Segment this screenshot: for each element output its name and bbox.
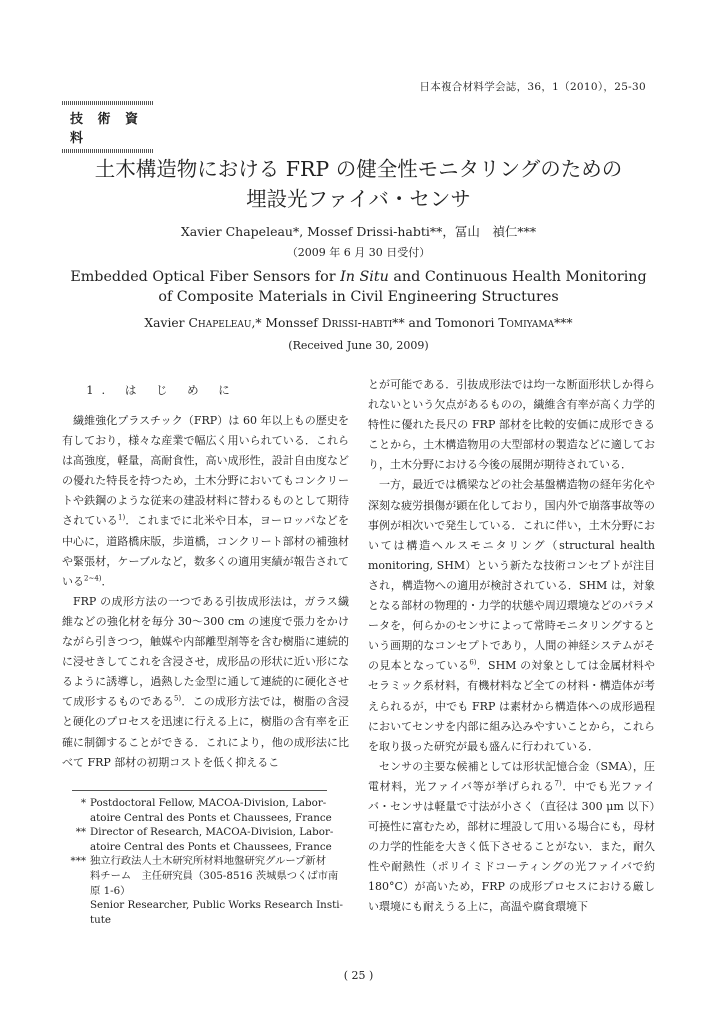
footnote — [62, 825, 349, 854]
paragraph-text: FRP の成形方法の一つである引抜成形法は，ガラス繊維などの強化材を毎分 30～300 cm の速度で張力をかけながら引きつつ，触媒や内部離型剤等を含む樹脂に連続的に浸せきしてこれを含浸させ，成形品の形状に近い形になるように誘導し，過熱した金型に通して連続的に硬化させて成形するものである — [62, 594, 349, 709]
paragraph-text: ．中でも光ファイバ・センサは軽量で寸法が小さく（直径は 300 μm 以下）可撓性に富むため，部材に埋設して用いる場合にも，母材の力学的性能を大きく低下させることがない．また，耐久性や耐熱性（ポリイミドコーティングの光ファイバで約 180°C）が高いため，FRP の成形プロセスにおける厳しい環境にも耐えうる上に，高温や腐食環境下 — [368, 779, 656, 914]
author-2-last: Drissi-habti — [321, 316, 393, 330]
paragraph — [62, 592, 349, 773]
title-en-part-1: Embedded Optical Fiber Sensors for — [70, 269, 341, 285]
citation: 7) — [554, 779, 562, 788]
authors-en — [0, 316, 717, 330]
author-1-last: Chapeleau — [188, 316, 252, 330]
author-3-mark: *** — [554, 316, 573, 330]
section-label-text: 技 術 資 料 — [70, 112, 144, 146]
author-2-first: Monssef — [265, 316, 322, 330]
section-heading: 1. は じ め に — [86, 383, 238, 397]
footnote-line: Postdoctoral Fellow, MACOA-Division, Labor- — [90, 797, 327, 809]
author-1-first: Xavier — [144, 316, 189, 330]
citation: 2~4) — [84, 574, 102, 583]
author-3-first: Tomonori — [435, 316, 499, 330]
author-3-last: Tomiyama — [498, 316, 555, 330]
paragraph-text: とが可能である．引抜成形法では均一な断面形状しか得られないという欠点があるものの，繊維含有率が高く力学的特性に優れた長尺の FRP 部材を比較的安価に成形できることから，土木構造物用の大型部材の製造などに適しており，土木分野における今後の展開が期待されている． — [368, 378, 655, 472]
footnote-mark: ** — [75, 826, 86, 839]
paragraph-text: 繊維強化プラスチック（FRP）は 60 年以上もの歴史を有しており，様々な産業で幅広く用いられている．これらは高強度，軽量，高耐食性，高い成形性，設計自由度などの優れた特長を持つため，土木分野においてもコンクリートや鉄鋼のような従来の建設材料に替わるものとして期待されている — [62, 414, 349, 528]
paragraph-text: ． — [101, 574, 113, 588]
paragraph-text: ．この成形方法では，樹脂の含浸と硬化のプロセスを迅速に行える上に，樹脂の含有率を正確に制御することができる．これにより，他の成形法に比べて FRP 部材の初期コストを低く抑えるこ — [62, 695, 350, 769]
paragraph — [368, 757, 655, 918]
received-date-ja: （2009 年 6 月 30 日受付） — [286, 246, 431, 259]
journal-reference: 日本複合材料学会誌，36，1（2010），25-30 — [419, 81, 646, 93]
footnote-line: Director of Research, MACOA-Division, Labor- — [90, 826, 334, 839]
paragraph — [368, 475, 655, 756]
paragraph — [62, 411, 349, 592]
footnotes — [62, 796, 349, 927]
section-label — [62, 101, 154, 153]
title-ja-line-1: 土木構造物における FRP の健全性モニタリングのための — [94, 157, 623, 181]
citation: 5) — [173, 694, 182, 703]
title-en-italic: In Situ — [340, 269, 389, 285]
footnote-rule — [72, 790, 327, 791]
body-column-left — [62, 411, 349, 773]
footnote — [62, 854, 349, 927]
paragraph-text: ．SHM の対象としては金属材料やセラミック系材料，有機材料など全ての材料・構造体が考えられるが，中でも FRP は素材から構造体への成形過程においてセンサを内部に組み込みやすいことから，これらを取り扱った研究が最も盛んに行われている． — [368, 659, 656, 753]
footnote-line: Senior Researcher, Public Works Research Insti- — [90, 899, 344, 912]
footnote-text — [90, 796, 349, 825]
footnote-line: 独立行政法人土木研究所材料地盤研究グループ新材 — [90, 855, 327, 868]
paragraph-text: 一方，最近では橋梁などの社会基盤構造物の経年劣化や深刻な疲労損傷が顕在化しており，国内外で崩落事故等の事例が相次いで発生している．これに伴い，土木分野においては構造ヘルスモニタリング（structural health monitoring, SHM）という新たな技術コンセプトが注目され，構造物への適用が検討されている．SHM は，対象となる部材の物理的・力学的状態や周辺環境などのパラメータを，何らかのセンサによって常時モニタリングするという画期的なコンセプトであり，人間の神経システムがその見本となっている — [368, 478, 655, 673]
received-date-en: (Received June 30, 2009) — [288, 339, 429, 352]
authors-ja: Xavier Chapeleau*, Mossef Drissi-habti**，冨山 禎仁*** — [180, 224, 537, 239]
title-en-line-2: of Composite Materials in Civil Engineering Structures — [158, 289, 559, 305]
footnote-line: tute — [90, 913, 112, 926]
title-en-part-2: and Continuous Health Monitoring — [388, 269, 647, 285]
page-number: ( 25 ) — [343, 969, 374, 982]
footnote-mark: *** — [70, 855, 86, 868]
footnote-text — [90, 825, 349, 854]
footnote-line: 料チーム 主任研究員（305-8516 茨城県つくば市南 — [90, 869, 339, 882]
paragraph-text: ．これまでに北米や日本，ヨーロッパなどを中心に，道路橋床版，歩道橋，コンクリート部材の補強材や緊張材，ケーブルなど，数多くの適用実績が報告されている — [62, 514, 350, 588]
footnote-text — [90, 854, 349, 927]
title-en-line-1 — [0, 269, 717, 285]
body-column-right — [368, 375, 655, 918]
title-ja-line-2: 埋設光ファイバ・センサ — [246, 187, 471, 211]
author-1-mark: ,* — [251, 316, 266, 330]
paragraph — [368, 375, 655, 475]
footnote-line: 原 1-6） — [90, 884, 131, 897]
footnote-mark: * — [80, 797, 86, 809]
author-2-mark: ** and — [392, 316, 436, 330]
citation: 1) — [118, 513, 126, 522]
footnote — [62, 796, 349, 825]
footnote-line: atoire Central des Ponts et Chaussees, France — [90, 811, 332, 824]
citation: 6) — [469, 658, 477, 667]
paragraph-text: センサの主要な候補としては形状記憶合金（SMA），圧電材料，光ファイバ等が挙げられる — [368, 759, 655, 793]
footnote-line: atoire Central des Ponts et Chaussees, France — [90, 840, 332, 853]
